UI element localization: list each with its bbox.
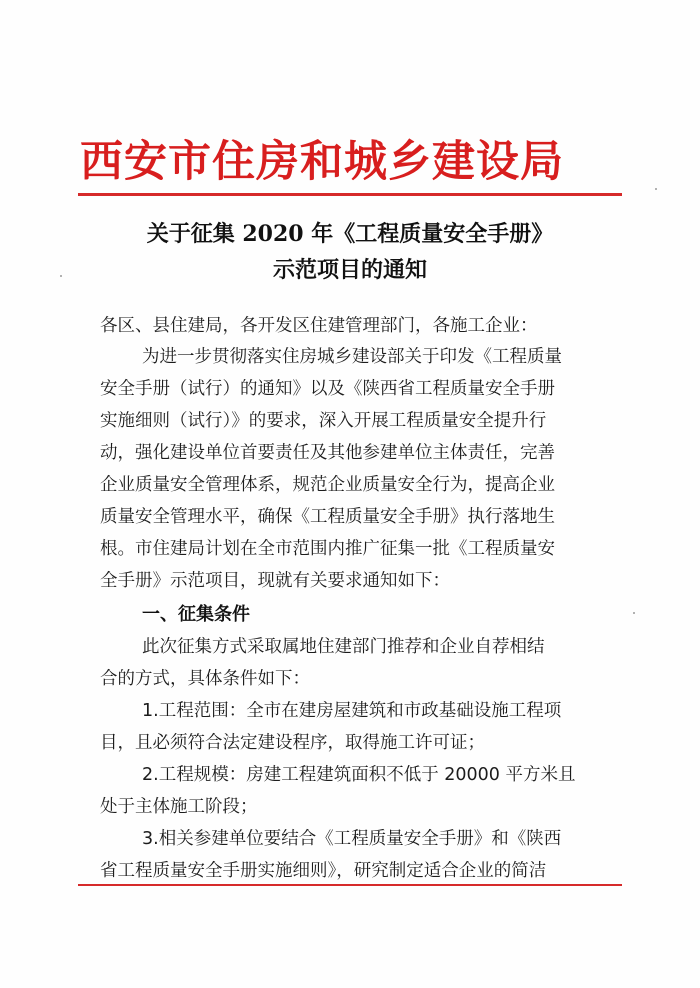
letterhead-title: 西安市住房和城乡建设局: [80, 137, 564, 187]
condition-item-units: 3.相关参建单位要结合《工程质量安全手册》和《陕西: [142, 829, 562, 849]
notice-title-line-1: 关于征集 2020 年《工程质量安全手册》: [146, 221, 554, 247]
intro-paragraph-line: 为进一步贯彻落实住房城乡建设部关于印发《工程质量: [142, 347, 562, 367]
intro-paragraph-line: 动，强化建设单位首要责任及其他参建单位主体责任，完善: [100, 443, 555, 463]
letterhead-red-rule: [78, 193, 622, 196]
scan-speck: [60, 275, 62, 277]
footer-red-rule: [78, 884, 622, 886]
condition-item-scale-cont: 处于主体施工阶段；: [100, 797, 258, 817]
scan-speck: [655, 188, 657, 190]
intro-paragraph-line: 根。市住建局计划在全市范围内推广征集一批《工程质量安: [100, 539, 555, 559]
addressee-line: 各区、县住建局，各开发区住建管理部门，各施工企业：: [100, 316, 538, 336]
section-paragraph-line: 此次征集方式采取属地住建部门推荐和企业自荐相结: [142, 637, 545, 657]
section-heading-conditions: 一、征集条件: [142, 604, 250, 625]
condition-item-units-cont: 省工程质量安全手册实施细则》，研究制定适合企业的简洁: [100, 861, 547, 881]
intro-paragraph-line: 企业质量安全管理体系，规范企业质量安全行为，提高企业: [100, 475, 555, 495]
scan-speck: [633, 612, 635, 614]
intro-paragraph-line: 安全手册（试行）的通知》以及《陕西省工程质量安全手册: [100, 379, 555, 399]
condition-item-scope: 1.工程范围：全市在建房屋建筑和市政基础设施工程项: [142, 701, 562, 721]
section-paragraph-line: 合的方式，具体条件如下：: [100, 669, 310, 689]
intro-paragraph-line: 实施细则（试行）》的要求，深入开展工程质量安全提升行: [100, 411, 547, 431]
condition-item-scope-cont: 目，且必须符合法定建设程序，取得施工许可证；: [100, 733, 485, 753]
notice-title-line-2: 示范项目的通知: [272, 257, 427, 283]
intro-paragraph-line: 质量安全管理水平，确保《工程质量安全手册》执行落地生: [100, 507, 555, 527]
condition-item-scale: 2.工程规模：房建工程建筑面积不低于 20000 平方米且: [142, 765, 576, 785]
intro-paragraph-line: 全手册》示范项目，现就有关要求通知如下：: [100, 571, 450, 591]
